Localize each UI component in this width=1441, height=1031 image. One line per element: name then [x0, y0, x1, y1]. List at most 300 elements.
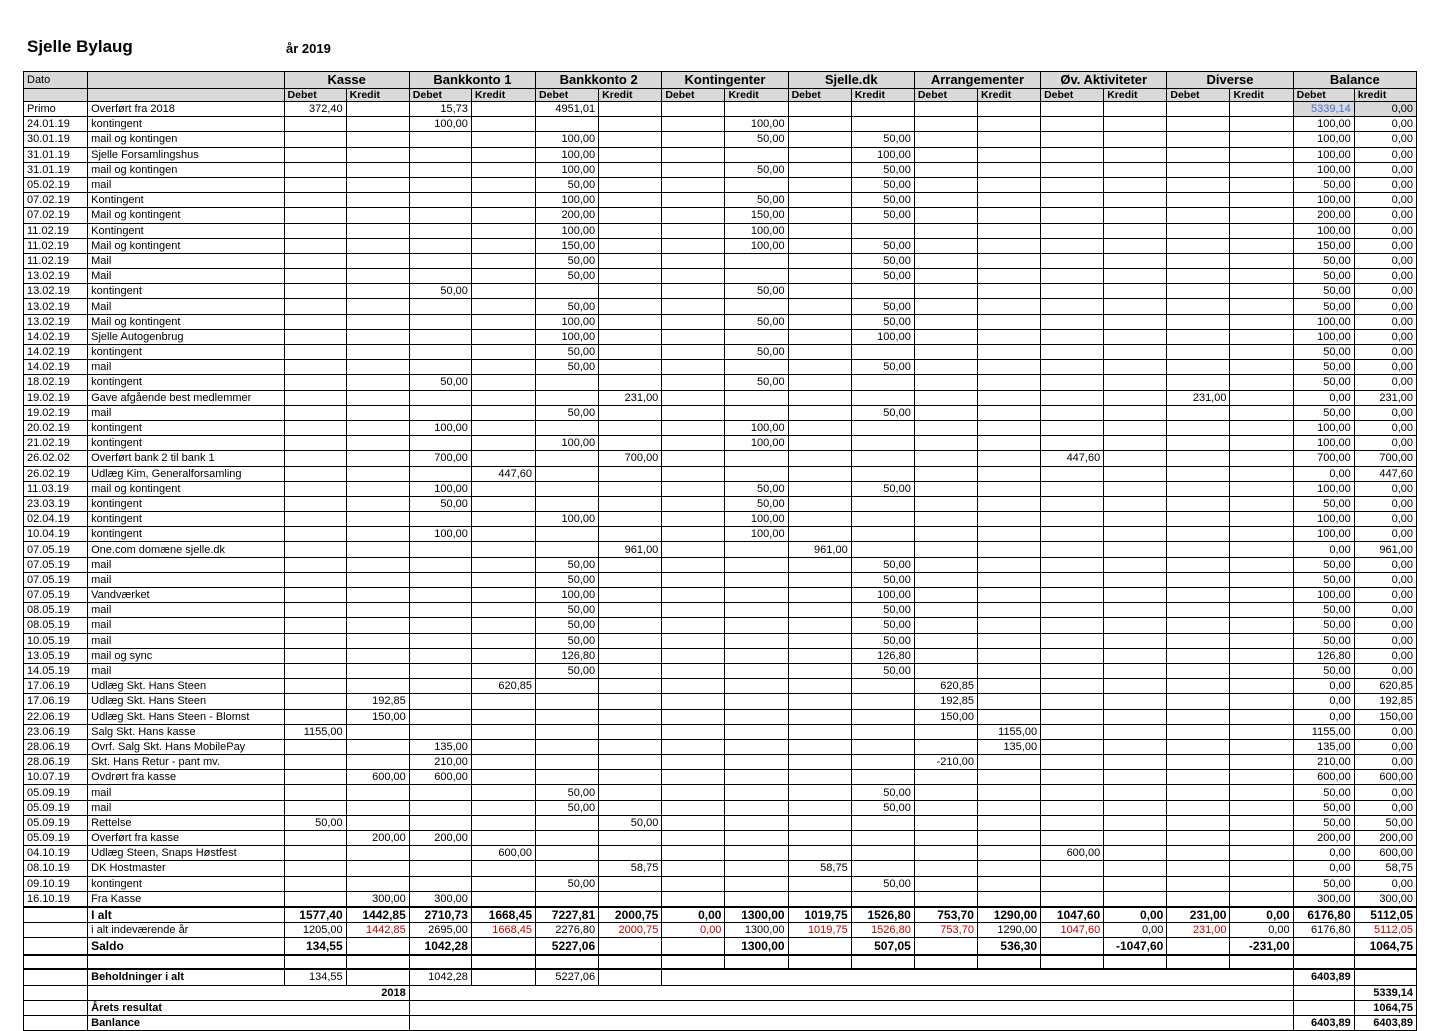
date-cell: 14.05.19 — [24, 663, 88, 678]
amount-cell — [346, 117, 409, 132]
amount-cell — [977, 770, 1040, 785]
saldo-label: Saldo — [88, 938, 284, 956]
amount-cell — [536, 496, 599, 511]
amount-cell — [914, 117, 977, 132]
text-cell: mail — [88, 618, 284, 633]
amount-cell — [725, 147, 788, 162]
amount-cell — [284, 345, 346, 360]
amount-cell: 0,00 — [1354, 724, 1416, 739]
amount-cell: 100,00 — [409, 527, 471, 542]
amount-cell: 0,00 — [1354, 299, 1416, 314]
amount-cell — [1230, 375, 1293, 390]
summary-debet: 6403,89 — [1293, 1015, 1354, 1030]
amount-cell — [788, 724, 851, 739]
amount-cell — [1041, 648, 1104, 663]
amount-cell — [977, 269, 1040, 284]
amount-cell — [599, 785, 662, 800]
amount-cell — [471, 663, 535, 678]
amount-cell — [284, 420, 346, 435]
amount-cell: 50,00 — [409, 496, 471, 511]
amount-cell — [1230, 390, 1293, 405]
amount-cell — [914, 876, 977, 891]
total-cell: 2000,75 — [599, 907, 662, 923]
amount-cell — [1104, 876, 1167, 891]
amount-cell — [1104, 223, 1167, 238]
amount-cell: 126,80 — [851, 648, 914, 663]
amount-cell — [1230, 193, 1293, 208]
amount-cell: 50,00 — [1293, 800, 1354, 815]
amount-cell: 447,60 — [1041, 451, 1104, 466]
text-cell: kontingent — [88, 345, 284, 360]
amount-cell: 200,00 — [1293, 208, 1354, 223]
blank-cell — [977, 955, 1040, 969]
amount-cell — [1230, 253, 1293, 268]
amount-cell: 0,00 — [1293, 709, 1354, 724]
amount-cell: 0,00 — [1354, 345, 1416, 360]
amount-cell — [1167, 831, 1230, 846]
amount-cell: 372,40 — [284, 102, 346, 117]
amount-cell — [1104, 208, 1167, 223]
amount-cell — [409, 648, 471, 663]
amount-cell: 210,00 — [409, 755, 471, 770]
col-group-header: Balance — [1293, 72, 1416, 89]
saldo-cell: 134,55 — [284, 938, 346, 956]
amount-cell — [1104, 132, 1167, 147]
amount-cell — [662, 162, 725, 177]
date-cell: 11.02.19 — [24, 223, 88, 238]
amount-cell: 50,00 — [851, 314, 914, 329]
header-group-row — [24, 72, 1417, 89]
amount-cell — [346, 679, 409, 694]
blank-cell — [346, 969, 409, 985]
amount-cell — [725, 618, 788, 633]
amount-cell — [1230, 223, 1293, 238]
amount-cell — [1230, 496, 1293, 511]
amount-cell — [662, 755, 725, 770]
table-row — [24, 345, 1417, 360]
amount-cell — [977, 755, 1040, 770]
amount-cell — [851, 375, 914, 390]
amount-cell — [977, 527, 1040, 542]
amount-cell — [536, 724, 599, 739]
amount-cell — [788, 436, 851, 451]
amount-cell — [1104, 390, 1167, 405]
blank-cell — [914, 955, 977, 969]
amount-cell: 50,00 — [851, 800, 914, 815]
amount-cell — [536, 679, 599, 694]
amount-cell — [977, 846, 1040, 861]
amount-cell — [346, 724, 409, 739]
text-cell: kontingent — [88, 420, 284, 435]
amount-cell — [977, 284, 1040, 299]
amount-cell: 100,00 — [536, 132, 599, 147]
sub-header-blank — [24, 89, 88, 102]
amount-cell — [1167, 314, 1230, 329]
blank-cell — [1354, 969, 1416, 985]
blank-cell — [24, 938, 88, 956]
amount-cell — [284, 876, 346, 891]
amount-cell — [346, 329, 409, 344]
amount-cell — [284, 117, 346, 132]
date-cell: 05.09.19 — [24, 831, 88, 846]
amount-cell — [725, 299, 788, 314]
amount-cell — [1230, 679, 1293, 694]
amount-cell — [1104, 588, 1167, 603]
amount-cell — [725, 709, 788, 724]
amount-cell — [409, 785, 471, 800]
amount-cell — [662, 284, 725, 299]
amount-cell — [1167, 542, 1230, 557]
sub-header: Debet — [1293, 89, 1354, 102]
amount-cell — [1041, 193, 1104, 208]
text-cell: Udlæg Skt. Hans Steen — [88, 694, 284, 709]
amount-cell — [914, 785, 977, 800]
amount-cell: 50,00 — [1293, 345, 1354, 360]
amount-cell — [977, 633, 1040, 648]
amount-cell — [284, 633, 346, 648]
amount-cell: 0,00 — [1354, 436, 1416, 451]
amount-cell — [1167, 238, 1230, 253]
sub-header: Debet — [536, 89, 599, 102]
amount-cell: 135,00 — [977, 739, 1040, 754]
amount-cell — [1104, 709, 1167, 724]
holdings-row — [24, 969, 1417, 985]
amount-cell: 50,00 — [1293, 253, 1354, 268]
date-cell: 26.02.19 — [24, 466, 88, 481]
amount-cell: 0,00 — [1354, 481, 1416, 496]
amount-cell — [1104, 345, 1167, 360]
amount-cell — [788, 679, 851, 694]
table-row — [24, 238, 1417, 253]
blank-cell — [1354, 955, 1416, 969]
blank-row — [24, 955, 1417, 969]
blank-cell — [284, 955, 346, 969]
date-cell: 13.02.19 — [24, 284, 88, 299]
amount-cell — [1167, 132, 1230, 147]
amount-cell: 50,00 — [851, 299, 914, 314]
amount-cell — [977, 253, 1040, 268]
date-cell: 05.02.19 — [24, 177, 88, 192]
amount-cell — [1167, 208, 1230, 223]
amount-cell — [788, 709, 851, 724]
amount-cell — [1041, 466, 1104, 481]
amount-cell — [346, 527, 409, 542]
amount-cell: 961,00 — [788, 542, 851, 557]
amount-cell — [1041, 284, 1104, 299]
amount-cell — [1167, 436, 1230, 451]
text-cell: kontingent — [88, 876, 284, 891]
amount-cell: 0,00 — [1354, 420, 1416, 435]
total-cell: 231,00 — [1167, 907, 1230, 923]
table-row — [24, 102, 1417, 117]
date-cell: 31.01.19 — [24, 147, 88, 162]
amount-cell — [284, 375, 346, 390]
date-cell: Primo — [24, 102, 88, 117]
current-year-cell: 1668,45 — [471, 923, 535, 938]
amount-cell: 0,00 — [1354, 253, 1416, 268]
amount-cell — [1167, 481, 1230, 496]
amount-cell — [725, 360, 788, 375]
amount-cell: 100,00 — [1293, 588, 1354, 603]
amount-cell — [1104, 193, 1167, 208]
amount-cell — [599, 770, 662, 785]
amount-cell — [346, 603, 409, 618]
col-header-blank — [88, 72, 284, 89]
amount-cell — [284, 147, 346, 162]
amount-cell — [1041, 102, 1104, 117]
table-row — [24, 269, 1417, 284]
amount-cell — [1230, 314, 1293, 329]
amount-cell — [471, 527, 535, 542]
amount-cell — [284, 132, 346, 147]
amount-cell — [471, 785, 535, 800]
total-cell: 7227,81 — [536, 907, 599, 923]
amount-cell: 50,00 — [851, 238, 914, 253]
current-year-cell: 1205,00 — [284, 923, 346, 938]
amount-cell — [471, 329, 535, 344]
blank-cell — [662, 955, 725, 969]
amount-cell: 50,00 — [725, 375, 788, 390]
blank-cell — [1104, 955, 1167, 969]
sub-header: Debet — [1167, 89, 1230, 102]
amount-cell: 135,00 — [1293, 739, 1354, 754]
amount-cell — [599, 208, 662, 223]
current-year-cell: 1047,60 — [1041, 923, 1104, 938]
amount-cell — [471, 223, 535, 238]
table-row — [24, 208, 1417, 223]
date-cell: 17.06.19 — [24, 679, 88, 694]
amount-cell: 50,00 — [1293, 876, 1354, 891]
table-row — [24, 360, 1417, 375]
amount-cell — [725, 846, 788, 861]
amount-cell — [914, 512, 977, 527]
amount-cell: 0,00 — [1354, 208, 1416, 223]
amount-cell — [914, 314, 977, 329]
amount-cell — [599, 800, 662, 815]
amount-cell: 100,00 — [409, 420, 471, 435]
amount-cell: 192,85 — [914, 694, 977, 709]
amount-cell — [977, 451, 1040, 466]
amount-cell — [599, 618, 662, 633]
blank-cell — [24, 969, 88, 985]
amount-cell: 50,00 — [851, 193, 914, 208]
amount-cell — [471, 147, 535, 162]
amount-cell — [471, 512, 535, 527]
amount-cell — [1041, 360, 1104, 375]
text-cell: Sjelle Autogenbrug — [88, 329, 284, 344]
amount-cell — [977, 572, 1040, 587]
amount-cell: 192,85 — [346, 694, 409, 709]
amount-cell — [914, 162, 977, 177]
amount-cell — [977, 588, 1040, 603]
amount-cell — [1230, 360, 1293, 375]
amount-cell — [1104, 603, 1167, 618]
amount-cell — [471, 117, 535, 132]
amount-cell — [284, 709, 346, 724]
date-cell: 28.06.19 — [24, 755, 88, 770]
amount-cell: 50,00 — [851, 557, 914, 572]
amount-cell — [662, 390, 725, 405]
blank-span — [409, 1015, 1293, 1030]
amount-cell — [471, 831, 535, 846]
sub-header: Debet — [788, 89, 851, 102]
amount-cell — [409, 618, 471, 633]
summary-label: Årets resultat — [88, 1000, 410, 1015]
amount-cell — [851, 420, 914, 435]
amount-cell — [1104, 375, 1167, 390]
amount-cell — [914, 436, 977, 451]
total-cell: 6176,80 — [1293, 907, 1354, 923]
amount-cell: 0,00 — [1293, 861, 1354, 876]
total-cell: 1300,00 — [725, 907, 788, 923]
date-cell: 07.02.19 — [24, 193, 88, 208]
text-cell: Kontingent — [88, 223, 284, 238]
amount-cell — [471, 345, 535, 360]
amount-cell — [851, 451, 914, 466]
amount-cell — [346, 405, 409, 420]
amount-cell — [346, 253, 409, 268]
amount-cell — [471, 238, 535, 253]
amount-cell — [471, 405, 535, 420]
amount-cell — [1041, 815, 1104, 830]
amount-cell — [346, 648, 409, 663]
amount-cell — [914, 193, 977, 208]
amount-cell — [599, 284, 662, 299]
amount-cell: 0,00 — [1354, 314, 1416, 329]
amount-cell — [1041, 663, 1104, 678]
date-cell: 05.09.19 — [24, 785, 88, 800]
amount-cell — [977, 679, 1040, 694]
amount-cell — [409, 679, 471, 694]
amount-cell — [1230, 329, 1293, 344]
summary-row — [24, 1015, 1417, 1030]
amount-cell — [536, 770, 599, 785]
date-cell: 28.06.19 — [24, 739, 88, 754]
amount-cell — [471, 132, 535, 147]
amount-cell — [284, 177, 346, 192]
amount-cell — [788, 269, 851, 284]
blank-cell — [471, 969, 535, 985]
amount-cell — [788, 739, 851, 754]
amount-cell — [1230, 694, 1293, 709]
amount-cell — [1104, 117, 1167, 132]
amount-cell — [977, 162, 1040, 177]
col-header-dato: Dato — [24, 72, 88, 89]
text-cell: Ovdrørt fra kasse — [88, 770, 284, 785]
amount-cell: 0,00 — [1354, 405, 1416, 420]
amount-cell — [788, 481, 851, 496]
amount-cell — [1041, 117, 1104, 132]
amount-cell — [788, 663, 851, 678]
amount-cell: 0,00 — [1354, 177, 1416, 192]
table-row — [24, 876, 1417, 891]
table-row — [24, 846, 1417, 861]
amount-cell — [409, 633, 471, 648]
amount-cell: 300,00 — [1354, 891, 1416, 907]
amount-cell — [914, 800, 977, 815]
amount-cell — [471, 436, 535, 451]
current-year-cell: 2276,80 — [536, 923, 599, 938]
amount-cell — [409, 269, 471, 284]
text-cell: Udlæg Skt. Hans Steen - Blomst — [88, 709, 284, 724]
amount-cell — [914, 329, 977, 344]
amount-cell — [471, 755, 535, 770]
amount-cell — [977, 481, 1040, 496]
amount-cell: 0,00 — [1354, 162, 1416, 177]
amount-cell — [1041, 800, 1104, 815]
amount-cell — [977, 648, 1040, 663]
table-row — [24, 496, 1417, 511]
total-cell: 1019,75 — [788, 907, 851, 923]
amount-cell — [914, 405, 977, 420]
amount-cell: 0,00 — [1354, 618, 1416, 633]
amount-cell — [409, 663, 471, 678]
amount-cell: 200,00 — [1354, 831, 1416, 846]
amount-cell — [536, 466, 599, 481]
saldo-cell: 536,30 — [977, 938, 1040, 956]
sub-header: Debet — [1041, 89, 1104, 102]
amount-cell — [977, 390, 1040, 405]
date-cell: 10.05.19 — [24, 633, 88, 648]
blank-cell — [24, 1000, 88, 1015]
amount-cell — [914, 238, 977, 253]
amount-cell — [1230, 891, 1293, 907]
amount-cell — [851, 117, 914, 132]
amount-cell — [536, 739, 599, 754]
amount-cell — [599, 648, 662, 663]
saldo-cell: 5227,06 — [536, 938, 599, 956]
amount-cell: 0,00 — [1354, 800, 1416, 815]
amount-cell — [1167, 557, 1230, 572]
amount-cell — [1167, 269, 1230, 284]
amount-cell — [536, 861, 599, 876]
amount-cell — [599, 709, 662, 724]
blank-span — [409, 1000, 1293, 1015]
amount-cell — [1104, 466, 1167, 481]
amount-cell — [725, 557, 788, 572]
amount-cell: 50,00 — [725, 496, 788, 511]
amount-cell — [851, 527, 914, 542]
amount-cell: 150,00 — [536, 238, 599, 253]
saldo-cell — [471, 938, 535, 956]
sub-header: Kredit — [977, 89, 1040, 102]
amount-cell — [1041, 861, 1104, 876]
amount-cell: 200,00 — [346, 831, 409, 846]
amount-cell — [788, 420, 851, 435]
amount-cell — [1167, 102, 1230, 117]
amount-cell: 100,00 — [1293, 132, 1354, 147]
text-cell: Ovrf. Salg Skt. Hans MobilePay — [88, 739, 284, 754]
amount-cell — [471, 542, 535, 557]
amount-cell — [977, 147, 1040, 162]
amount-cell — [1167, 375, 1230, 390]
summary-row — [24, 985, 1417, 1000]
amount-cell — [1230, 846, 1293, 861]
amount-cell: 50,00 — [536, 557, 599, 572]
date-cell: 19.02.19 — [24, 405, 88, 420]
amount-cell: 135,00 — [409, 739, 471, 754]
amount-cell — [662, 800, 725, 815]
amount-cell: 50,00 — [536, 876, 599, 891]
amount-cell — [346, 466, 409, 481]
table-row — [24, 147, 1417, 162]
date-cell: 10.07.19 — [24, 770, 88, 785]
amount-cell — [914, 466, 977, 481]
amount-cell — [536, 694, 599, 709]
amount-cell — [599, 436, 662, 451]
amount-cell: 231,00 — [1167, 390, 1230, 405]
amount-cell — [1104, 420, 1167, 435]
